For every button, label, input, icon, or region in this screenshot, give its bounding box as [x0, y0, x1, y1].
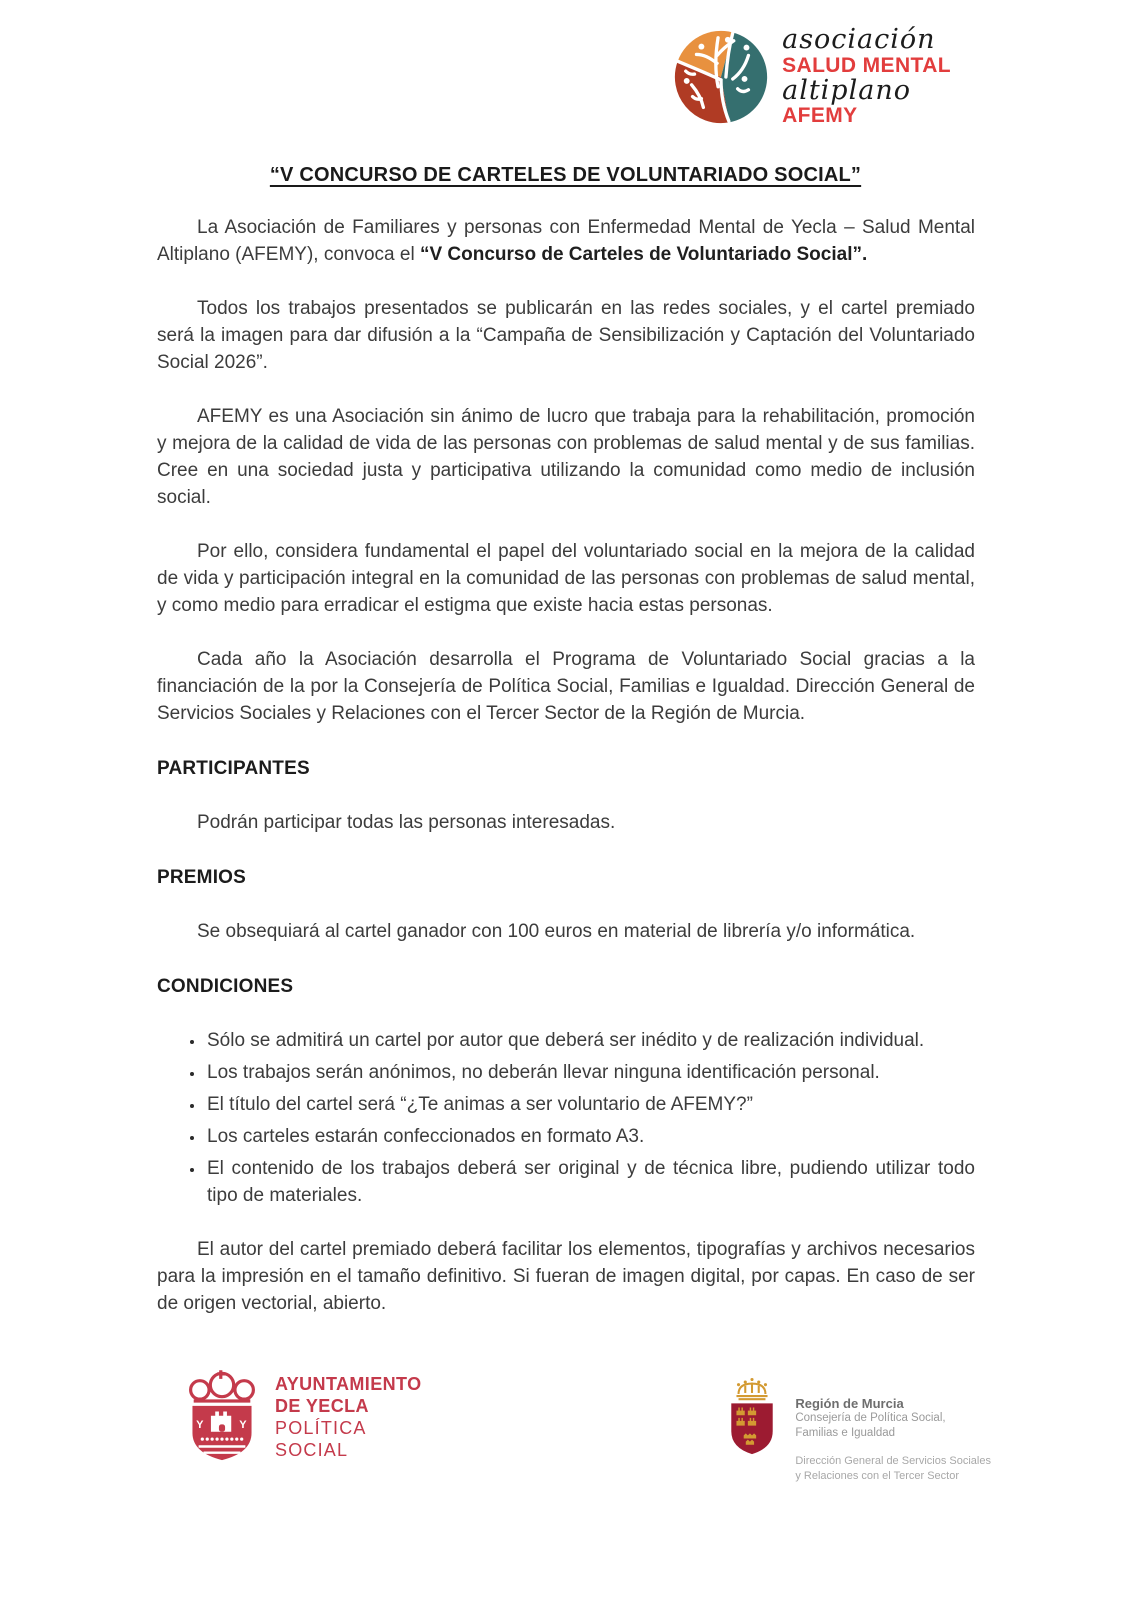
- murcia-line-consejeria: Consejería de Política Social,: [795, 1412, 946, 1425]
- condition-item: • Los carteles estarán confeccionados en formato A3.: [205, 1123, 975, 1150]
- murcia-line-region: Región de Murcia: [795, 1395, 904, 1411]
- paragraph-premios: Se obsequiará al cartel ganador con 100 euros en material de librería y/o informática.: [197, 920, 916, 942]
- heading-participantes: PARTICIPANTES: [157, 757, 310, 779]
- heading-premios: PREMIOS: [157, 866, 247, 888]
- paragraph-intro-text: La Asociación de Familiares y personas con Enfermedad Mental de Yecla – Salud Mental Altiplano (AFEMY), convoca el: [157, 216, 975, 265]
- yecla-line-de-yecla: DE YECLA: [275, 1395, 369, 1416]
- yecla-crest-icon: [185, 1369, 259, 1465]
- yecla-line-ayuntamiento: AYUNTAMIENTO: [275, 1373, 422, 1394]
- murcia-line-familias: Familias e Igualdad: [795, 1426, 896, 1439]
- document-body: [0, 214, 1131, 1317]
- conditions-list: [157, 1027, 975, 1209]
- murcia-wordmark: [795, 1373, 991, 1484]
- afemy-wordmark: [782, 26, 951, 128]
- afemy-logo: [672, 26, 951, 128]
- condition-item: • El contenido de los trabajos deberá ser original y de técnica libre, pudiendo utilizar todo tipo de materiales.: [205, 1155, 975, 1209]
- yecla-line-politica: POLÍTICA: [275, 1417, 367, 1438]
- brand-line-altiplano: altiplano: [782, 74, 911, 106]
- header: [0, 0, 1131, 128]
- brand-line-afemy: AFEMY: [782, 104, 858, 128]
- murcia-crest-icon: [723, 1373, 781, 1473]
- brand-line-salud-mental: SALUD MENTAL: [782, 53, 951, 77]
- page-title: “V CONCURSO DE CARTELES DE VOLUNTARIADO SOCIAL”: [269, 163, 862, 186]
- svg-text:Y: Y: [239, 1418, 247, 1431]
- condition-item: • El título del cartel será “¿Te animas a ser voluntario de AFEMY?”: [205, 1091, 975, 1118]
- region-murcia-logo: [723, 1369, 991, 1484]
- paragraph-afemy-descripcion: AFEMY es una Asociación sin ánimo de lucro que trabaja para la rehabilitación, promoción y mejora de la calidad de vida de las personas con problemas de salud mental y de sus familias. Cree en una sociedad justa y participativa utilizando la comunidad como medio de inclusión social.: [157, 405, 975, 508]
- paragraph-intro-bold: “V Concurso de Carteles de Voluntariado Social”.: [419, 243, 868, 265]
- paragraph-publicacion: Todos los trabajos presentados se publicarán en las redes sociales, y el cartel premiado será la imagen para dar difusión a la “Campaña de Sensibilización y Captación del Voluntariado Social 2026”.: [157, 297, 975, 373]
- condition-item: • Sólo se admitirá un cartel por autor que deberá ser inédito y de realización individual.: [205, 1027, 975, 1054]
- murcia-line-relaciones: y Relaciones con el Tercer Sector: [795, 1469, 959, 1482]
- murcia-line-direccion: Dirección General de Servicios Sociales: [795, 1455, 991, 1468]
- condition-item: • Los trabajos serán anónimos, no deberán llevar ninguna identificación personal.: [205, 1059, 975, 1086]
- paragraph-closing: El autor del cartel premiado deberá facilitar los elementos, tipografías y archivos necesarios para la impresión en el tamaño definitivo. Si fueran de imagen digital, por capas. En caso de ser de origen vectorial, abierto.: [157, 1238, 975, 1314]
- ayuntamiento-yecla-logo: [185, 1369, 421, 1465]
- paragraph-intro: [157, 214, 975, 268]
- murcia-direccion-block: [795, 1454, 991, 1483]
- paragraph-financiacion: Cada año la Asociación desarrolla el Programa de Voluntariado Social gracias a la financiación de la por la Consejería de Política Social, Familias e Igualdad. Dirección General de Servicios Sociales y Relaciones con el Tercer Sector de la Región de Murcia.: [157, 648, 975, 724]
- svg-text:Y: Y: [196, 1418, 204, 1431]
- heading-condiciones: CONDICIONES: [157, 975, 294, 997]
- paragraph-voluntariado: Por ello, considera fundamental el papel del voluntariado social en la mejora de la calidad de vida y participación integral en la comunidad de las personas con problemas de salud mental, y como medio para erradicar el estigma que existe hacia estas personas.: [157, 540, 975, 616]
- brand-line-asociacion: asociación: [782, 24, 936, 55]
- yecla-line-social: SOCIAL: [275, 1439, 349, 1460]
- paragraph-participantes: Podrán participar todas las personas interesadas.: [197, 811, 616, 833]
- afemy-circle-icon: [672, 28, 770, 126]
- footer: [0, 1369, 1131, 1484]
- yecla-wordmark: [275, 1373, 421, 1461]
